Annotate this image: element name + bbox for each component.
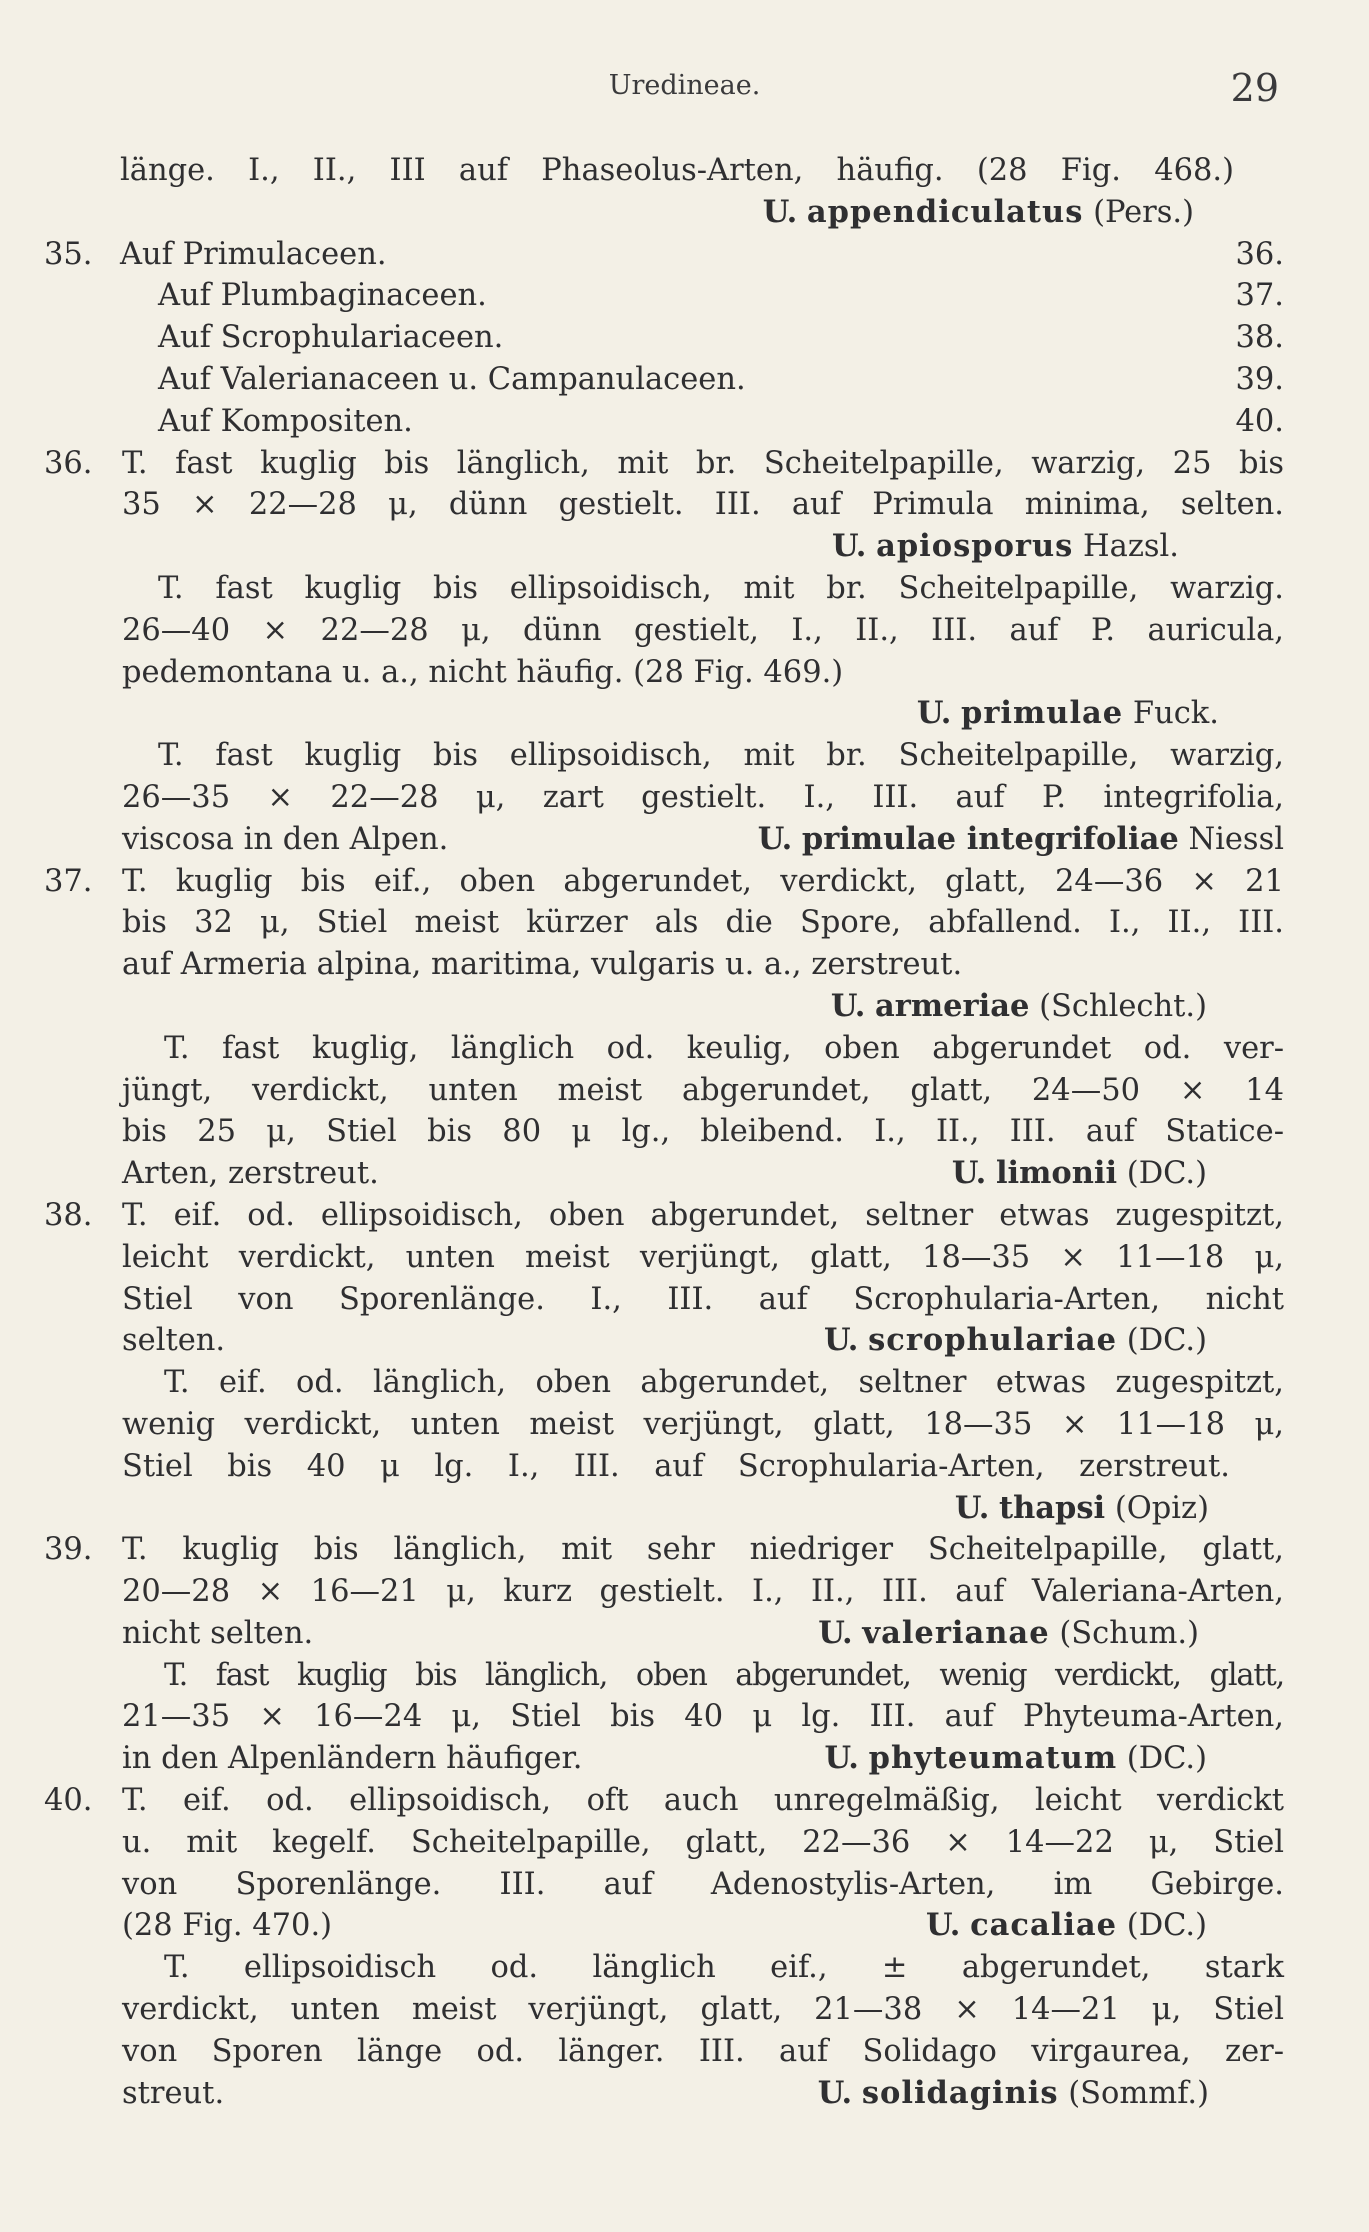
- text-line: T. fast kuglig bis ellipsoidisch, mit br. Scheitelpapille, warzig,: [158, 738, 1284, 774]
- key-entry: Auf Valerianaceen u. Campanulaceen. 39.: [0, 359, 1369, 401]
- author: (Opiz): [1114, 1490, 1209, 1526]
- text-line: T. ellipsoidisch od. länglich eif., ± abgerundet, stark: [164, 1950, 1284, 1986]
- key-entry: 35. Auf Primulaceen. 36.: [0, 234, 1369, 276]
- text-line: Stiel bis 40 μ lg. I., III. auf Scrophularia-Arten, zerstreut.: [122, 1448, 1230, 1484]
- author: Fuck.: [1132, 696, 1219, 732]
- species-line: [0, 693, 1369, 735]
- species-name: primulae integrifoliae: [801, 820, 1179, 857]
- entry-reference: 38.: [1235, 320, 1284, 356]
- text-line: jüngt, verdickt, unten meist abgerundet, glatt, 24—50 × 14: [122, 1072, 1284, 1108]
- page-number: 29: [1230, 66, 1279, 110]
- key-text: [0, 150, 1369, 2114]
- text-line: pedemontana u. a., nicht häufig. (28 Fig. 469.): [122, 654, 844, 690]
- species-name: armeriae: [875, 987, 1030, 1024]
- author: (DC.): [1126, 1323, 1207, 1359]
- running-header: Uredineae.: [608, 70, 761, 101]
- genus: U.: [951, 1155, 987, 1192]
- entry-reference: 36.: [1235, 236, 1284, 272]
- genus: U.: [831, 528, 867, 565]
- key-entry: Auf Plumbaginaceen. 37.: [0, 275, 1369, 317]
- species-line: streut. U. solidaginis (Sommf.): [122, 2074, 1209, 2111]
- species-name: limonii: [995, 1155, 1118, 1192]
- text-line: 26—35 × 22—28 μ, zart gestielt. I., III. auf P. integrifolia,: [122, 779, 1284, 815]
- text-line: 20—28 × 16—21 μ, kurz gestielt. I., II., III. auf Valeriana-Arten,: [122, 1574, 1284, 1610]
- species-line: [0, 986, 1369, 1028]
- author: Hazsl.: [1083, 529, 1179, 565]
- text-line: T. fast kuglig bis ellipsoidisch, mit br. Scheitelpapille, warzig.: [158, 570, 1284, 606]
- species-line: in den Alpenländern häufiger. U. phyteumatum (DC.): [122, 1740, 1207, 1777]
- author: (DC.): [1126, 1741, 1207, 1777]
- genus: U.: [954, 1489, 990, 1526]
- species-name: scrophulariae: [868, 1322, 1118, 1359]
- key-entry: 40. T. eif. od. ellipsoidisch, oft auch unregelmäßig, leicht verdickt: [0, 1780, 1369, 1822]
- author: (Sommf.): [1068, 2075, 1209, 2111]
- entry-number: 37.: [44, 863, 93, 899]
- entry-reference: 40.: [1235, 403, 1284, 439]
- species-name: solidaginis: [861, 2074, 1059, 2111]
- entry-number: 36.: [44, 445, 93, 481]
- genus: U.: [925, 1907, 961, 1944]
- genus: U.: [818, 1614, 853, 1651]
- entry-number: 35.: [44, 236, 93, 272]
- text-line: länge. I., II., III auf Phaseolus-Arten, häufig. (28 Fig. 468.): [120, 153, 1234, 188]
- author: (Schum.): [1059, 1615, 1199, 1651]
- species-line: viscosa in den Alpen. U. primulae integrifoliae Niessl: [122, 820, 1284, 857]
- text-line: leicht verdickt, unten meist verjüngt, glatt, 18—35 × 11—18 μ,: [122, 1239, 1284, 1275]
- genus: U.: [757, 820, 793, 857]
- text-line: bis 32 μ, Stiel meist kürzer als die Spore, abfallend. I., II., III.: [122, 905, 1284, 941]
- species-line: selten. U. scrophulariae (DC.): [122, 1322, 1207, 1359]
- key-entry: 38. T. eif. od. ellipsoidisch, oben abgerundet, seltner etwas zugespitzt,: [0, 1195, 1369, 1237]
- key-entry: 39. T. kuglig bis länglich, mit sehr niedriger Scheitelpapille, glatt,: [0, 1529, 1369, 1571]
- genus: U.: [916, 695, 952, 732]
- entry-number: 40.: [44, 1783, 93, 1819]
- entry-number: 39.: [44, 1532, 93, 1568]
- author: (Pers.): [1093, 194, 1194, 230]
- species-name: apiosporus: [876, 528, 1074, 565]
- key-entry: 37. T. kuglig bis eif., oben abgerundet, verdickt, glatt, 24—36 × 21: [0, 861, 1369, 903]
- species-name: cacaliae: [970, 1907, 1118, 1944]
- text-line: u. mit kegelf. Scheitelpapille, glatt, 22—36 × 14—22 μ, Stiel: [122, 1824, 1284, 1860]
- author: (DC.): [1126, 1908, 1207, 1944]
- key-entry: 36. T. fast kuglig bis länglich, mit br. Scheitelpapille, warzig, 25 bis: [0, 443, 1369, 485]
- genus: U.: [762, 193, 798, 230]
- author: (DC.): [1126, 1156, 1207, 1192]
- species-line: Arten, zerstreut. U. limonii (DC.): [122, 1155, 1207, 1192]
- genus: U.: [824, 1740, 859, 1777]
- text-line: wenig verdickt, unten meist verjüngt, glatt, 18—35 × 11—18 μ,: [122, 1406, 1284, 1442]
- text-line: von Sporenlänge. III. auf Adenostylis-Arten, im Gebirge.: [122, 1866, 1284, 1902]
- text-line: verdickt, unten meist verjüngt, glatt, 21—38 × 14—21 μ, Stiel: [122, 1992, 1284, 2028]
- key-entry: Auf Scrophulariaceen. 38.: [0, 317, 1369, 359]
- key-entry: Auf Kompositen. 40.: [0, 401, 1369, 443]
- species-line: nicht selten. U. valerianae (Schum.): [122, 1614, 1199, 1651]
- genus: U.: [817, 2074, 853, 2111]
- genus: U.: [823, 1322, 859, 1359]
- genus: U.: [830, 987, 866, 1024]
- text-line: T. fast kuglig bis länglich, oben abgerundet, wenig verdickt, glatt,: [164, 1657, 1284, 1693]
- text-line: auf Armeria alpina, maritima, vulgaris u. a., zerstreut.: [122, 947, 963, 983]
- species-name: thapsi: [999, 1489, 1106, 1526]
- text-line: T. eif. od. länglich, oben abgerundet, seltner etwas zugespitzt,: [164, 1365, 1284, 1401]
- species-name: valerianae: [862, 1614, 1050, 1651]
- entry-reference: 37.: [1235, 278, 1284, 314]
- species-name: appendiculatus: [806, 193, 1084, 230]
- species-name: primulae: [961, 695, 1124, 732]
- text-line: 21—35 × 16—24 μ, Stiel bis 40 μ lg. III. auf Phyteuma-Arten,: [122, 1699, 1284, 1735]
- text-line: 35 × 22—28 μ, dünn gestielt. III. auf Primula minima, selten.: [122, 487, 1284, 523]
- author: (Schlecht.): [1039, 988, 1207, 1024]
- species-line: (28 Fig. 470.) U. cacaliae (DC.): [122, 1907, 1207, 1944]
- species-name: phyteumatum: [868, 1740, 1118, 1777]
- entry-number: 38.: [44, 1197, 93, 1233]
- species-line: [0, 192, 1369, 234]
- text-line: T. fast kuglig, länglich od. keulig, oben abgerundet od. ver-: [164, 1030, 1284, 1066]
- text-line: bis 25 μ, Stiel bis 80 μ lg., bleibend. I., II., III. auf Statice-: [122, 1114, 1284, 1150]
- entry-reference: 39.: [1235, 361, 1284, 397]
- text-line: von Sporen länge od. länger. III. auf Solidago virgaurea, zer-: [122, 2033, 1284, 2069]
- species-line: [0, 1488, 1369, 1530]
- text-line: Stiel von Sporenlänge. I., III. auf Scrophularia-Arten, nicht: [122, 1281, 1284, 1317]
- author: Niessl: [1188, 821, 1284, 857]
- species-line: [0, 526, 1369, 568]
- text-line: 26—40 × 22—28 μ, dünn gestielt, I., II., III. auf P. auricula,: [122, 612, 1284, 648]
